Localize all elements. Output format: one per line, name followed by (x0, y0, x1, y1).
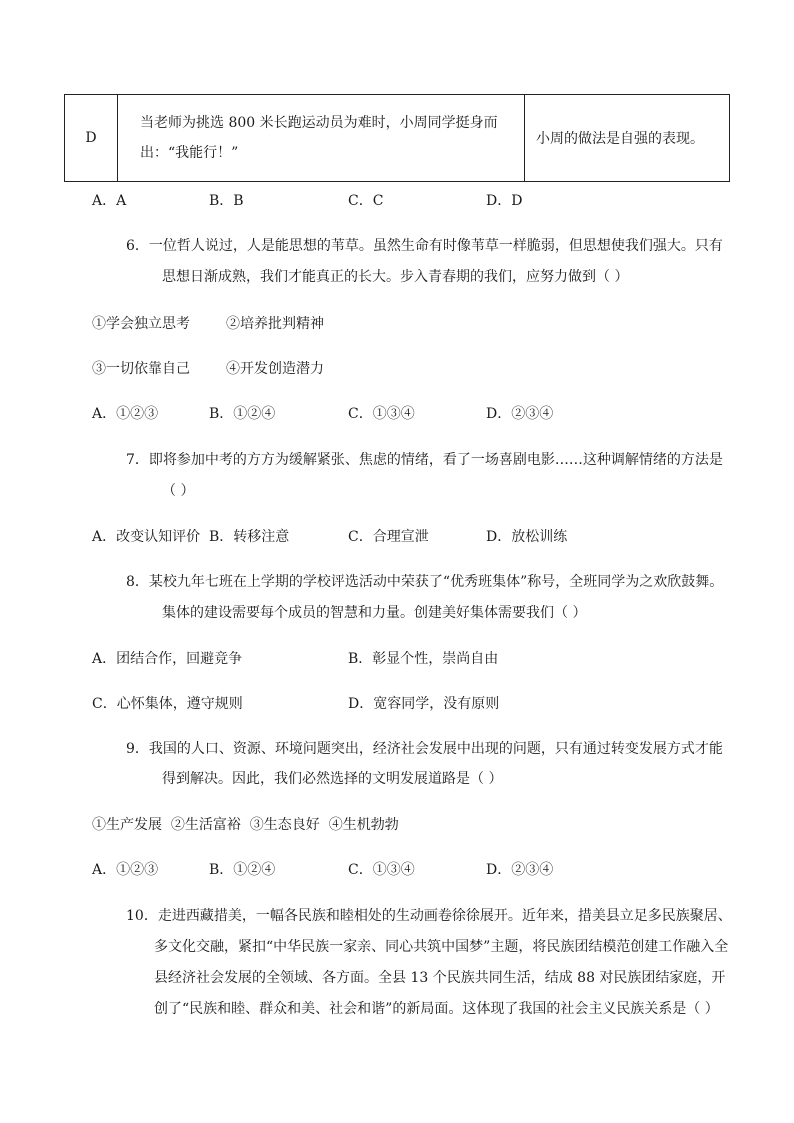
q10-stem-line-1: 10．走进西藏措美，一幅各民族和睦相处的生动画卷徐徐展开。近年来，措美县立足多民族聚居、 (126, 908, 732, 924)
q9-items: ①生产发展 ②生活富裕 ③生态良好 ④生机勃勃 (92, 817, 399, 833)
q6-option-a[interactable]: A．①②③ (92, 406, 159, 422)
q7-option-b[interactable]: B．转移注意 (209, 529, 290, 545)
q10-stem-line-2: 多文化交融，紧扣“中华民族一家亲、同心共筑中国梦”主题，将民族团结模范创建工作融入全 (154, 939, 729, 955)
q8-option-c[interactable]: C．心怀集体，遵守规则 (92, 696, 243, 712)
q5-option-b[interactable]: B．B (209, 193, 244, 209)
q9-stem-line-2: 得到解决。因此，我们必然选择的文明发展道路是（ ） (162, 771, 503, 787)
q10-stem-line-4: 创了“民族和睦、群众和美、社会和谐”的新局面。这体现了我国的社会主义民族关系是（ ） (154, 1001, 719, 1017)
q9-option-d[interactable]: D．②③④ (486, 862, 554, 878)
q8-option-d[interactable]: D．宽容同学，没有原则 (348, 696, 500, 712)
table-row (65, 95, 730, 182)
row-scenario: 当老师为挑选 800 米长跑运动员为难时，小周同学挺身而出：“我能行！” (118, 95, 525, 182)
q7-option-d[interactable]: D．放松训练 (486, 529, 568, 545)
q7-option-a[interactable]: A．改变认知评价 (92, 529, 201, 545)
q6-stem-line-1: 6．一位哲人说过，人是能思想的苇草。虽然生命有时像苇草一样脆弱，但思想使我们强大。只有 (126, 238, 723, 254)
q8-stem-line-1: 8．某校九年七班在上学期的学校评选活动中荣获了“优秀班集体”称号，全班同学为之欢欣鼓舞。 (126, 574, 724, 590)
q8-stem-line-2: 集体的建设需要每个成员的智慧和力量。创建美好集体需要我们（ ） (162, 605, 587, 621)
row-analysis: 小周的做法是自强的表现。 (525, 95, 730, 182)
q5-option-c[interactable]: C．C (348, 193, 384, 209)
q7-stem-line-2: （ ） (162, 483, 195, 499)
q8-option-a[interactable]: A．团结合作，回避竞争 (92, 651, 243, 667)
q9-option-c[interactable]: C．①③④ (348, 862, 415, 878)
q9-option-b[interactable]: B．①②④ (209, 862, 276, 878)
q6-item-1: ①学会独立思考 (92, 316, 190, 332)
q8-option-b[interactable]: B．彰显个性，崇尚自由 (348, 651, 499, 667)
q7-stem-line-1: 7．即将参加中考的方方为缓解紧张、焦虑的情绪，看了一场喜剧电影……这种调解情绪的方法是 (126, 452, 723, 468)
q6-option-b[interactable]: B．①②④ (209, 406, 276, 422)
answer-table (64, 94, 730, 182)
q6-item-2: ②培养批判精神 (226, 316, 324, 332)
q5-option-d[interactable]: D．D (486, 193, 523, 209)
row-letter: D (65, 95, 118, 182)
q10-stem-line-3: 县经济社会发展的全领域、各方面。全县 13 个民族共同生活，结成 88 对民族团结家庭，开 (154, 970, 726, 986)
q9-stem-line-1: 9．我国的人口、资源、环境问题突出，经济社会发展中出现的问题，只有通过转变发展方式才能 (126, 741, 723, 757)
q6-item-3: ③一切依靠自己 (92, 361, 190, 377)
q5-option-a[interactable]: A．A (92, 193, 127, 209)
q7-option-c[interactable]: C．合理宣泄 (348, 529, 429, 545)
q6-option-d[interactable]: D．②③④ (486, 406, 554, 422)
q6-option-c[interactable]: C．①③④ (348, 406, 415, 422)
q9-option-a[interactable]: A．①②③ (92, 862, 159, 878)
q6-item-4: ④开发创造潜力 (226, 361, 324, 377)
q6-stem-line-2: 思想日渐成熟，我们才能真正的长大。步入青春期的我们，应努力做到（ ） (162, 269, 629, 285)
